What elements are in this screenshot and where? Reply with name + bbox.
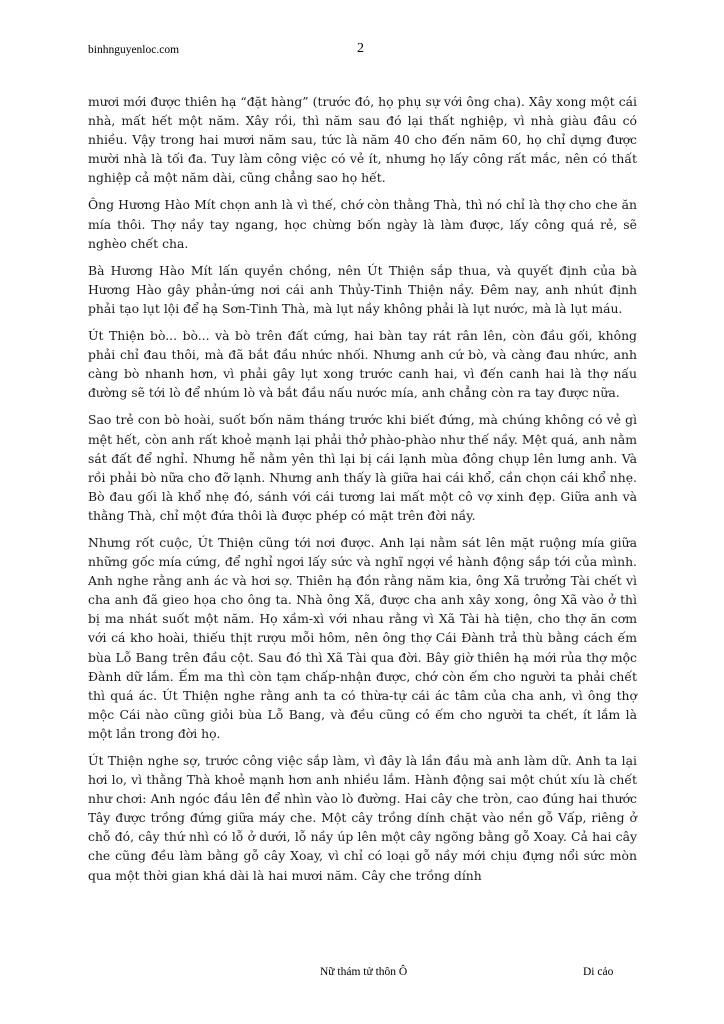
paragraph: Nhưng rốt cuộc, Út Thiện cũng tới nơi được. Anh lại nằm sát lên mặt ruộng mía giữa những gốc mía cứng, để nghỉ ngơi lấy sức và nghĩ ngợi về hành động sắp tới của mình. Anh nghe rằng anh ác và hơi sợ. Thiên hạ đồn rằng năm kia, ông Xã trưởng Tài chết vì cha anh đã gieo họa cho ông ta. Nhà ông Xã, được cha anh xây xong, ông Xã vào ở thì bị ma nhát suốt một năm. Họ xầm-xì với nhau rằng vì Xã Tài hà tiện, cho thợ ăn cơm với cá kho hoài, thiếu thịt rượu mỗi hôm, nên ông thợ Cái Đành trả thù bằng cách ếm bùa Lỗ Bang trên đầu cột. Sau đó thì Xã Tài qua đời. Bây giờ thiên hạ mới rủa thợ mộc Đành dữ lắm. Ếm ma thì còn tạm chấp-nhận được, chớ còn ếm cho người ta phải chết thì quá ác. Út Thiện nghe rằng anh ta có thừa-tự cái ác tâm của cha anh, vì ông thợ mộc Cái nào cũng giỏi bùa Lỗ Bang, và đều cũng có ếm cho người ta chết, ít lắm là một lần trong đời họ. xyxy=(88,534,637,741)
page-number: 2 xyxy=(357,41,364,56)
paragraph: Ông Hương Hào Mít chọn anh là vì thế, chớ còn thằng Thà, thì nó chỉ là thợ cho che ăn mía thôi. Thợ nầy tay ngang, học chừng bốn ngày là làm được, lấy công quá rẻ, sẽ nghèo chết cha. xyxy=(88,197,637,251)
footer-note: Di cảo xyxy=(583,966,614,978)
paragraph: Sao trẻ con bò hoài, suốt bốn năm tháng trước khi biết đứng, mà chúng không có vẻ gì mệt hết, còn anh rất khoẻ mạnh lại phải thở phào-phào như thế nầy. Mệt quá, anh nằm sát đất để nghỉ. Nhưng hễ nằm yên thì lại bị cái lạnh mùa đông chụp lên lưng anh. Và rồi phải bò nữa cho đỡ lạnh. Nhưng anh thấy là giữa hai cái khổ, cần chọn cái khổ nhẹ. Bò đau gối là khổ nhẹ đó, sánh với cái tương lai mất một cô vợ xinh đẹp. Giữa anh và thằng Thà, chỉ một đứa thôi là được phép có mặt trên đời nầy. xyxy=(88,412,637,523)
site-name: binhnguyenloc.com xyxy=(88,44,180,56)
body-text xyxy=(88,92,637,893)
paragraph: Út Thiện bò... bò... và bò trên đất cứng, hai bàn tay rát rân lên, còn đầu gối, không phải chỉ đau thôi, mà đã bắt đầu nhức nhối. Nhưng anh cứ bò, và càng đau nhức, anh càng bò nhanh hơn, vì phải gây lụt xong trước canh hai, vì đến canh hai là thợ nấu đường sẽ tới lò để nhúm lò và bắt đầu nấu nước mía, anh chẳng còn ra tay được nữa. xyxy=(88,328,637,401)
paragraph: mươi mới được thiên hạ “đặt hàng” (trước đó, họ phụ sự với ông cha). Xây xong một cái nhà, mất hết một năm. Xây rồi, thì năm sau đó lại thất nghiệp, vì nhà giàu đâu có nhiều. Vậy trong hai mươi năm sau, tức là năm 40 cho đến năm 60, họ chỉ dựng được mười nhà là tối đa. Tuy làm công việc có vẻ ít, nhưng họ lấy công rất mắc, nên có thất nghiệp cả một năm dài, cũng chẳng sao họ hết. xyxy=(88,94,637,186)
paragraph: Bà Hương Hào Mít lấn quyền chồng, nên Út Thiện sắp thua, và quyết định của bà Hương Hào gây phản-ứng nơi cái anh Thủy-Tinh Thiện nầy. Đêm nay, anh nhút định phải tạo lụt lội để hạ Sơn-Tinh Thà, mà lụt nầy không phải là lụt nước, mà là lụt máu. xyxy=(88,262,637,316)
footer-book-title: Nữ thám tử thôn Ô xyxy=(320,966,408,978)
paragraph: Út Thiện nghe sợ, trước công việc sắp làm, vì đây là lần đầu mà anh làm dữ. Anh ta lại hơi lo, vì thằng Thà khoẻ mạnh hơn anh nhiều lắm. Hành động sai một chút xíu là chết như chơi: Anh ngóc đầu lên để nhìn vào lò đường. Hai cây che tròn, cao đúng hai thước Tây được trồng đứng giữa máy che. Một cây trồng dính chặt vào nền gỗ Vấp, riêng ở chỗ đó, cây thứ nhì có lỗ ở dưới, lỗ nầy úp lên một cây ngõng bằng gỗ Xoay. Cả hai cây che cũng đều làm bằng gỗ cây Xoay, vì chỉ có loại gỗ nầy mới chịu đựng nổi sức mòn qua một thời gian khá dài là hai mươi năm. Cây che trồng dính xyxy=(88,753,637,883)
